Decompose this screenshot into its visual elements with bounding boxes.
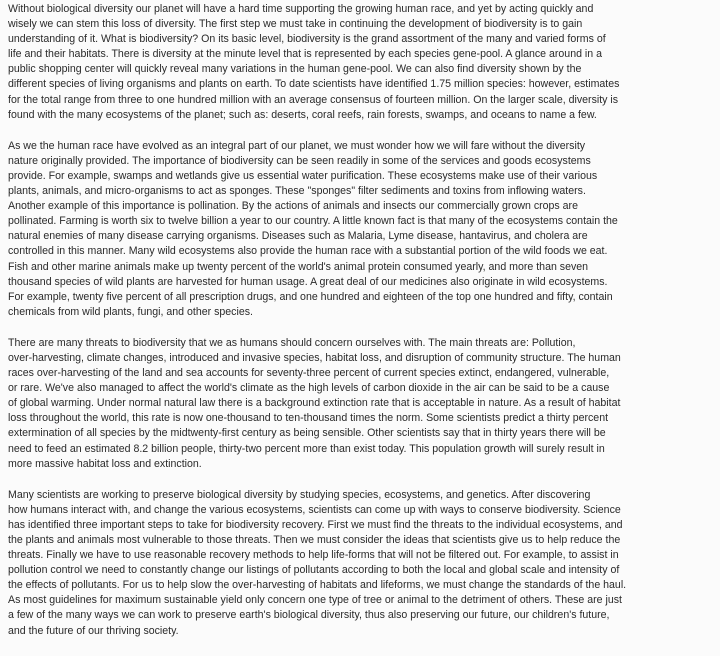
paragraph-conservation — [8, 488, 710, 639]
text-line: Without biological diversity our planet will have a hard time supporting the growing human race, and yet by acting quickly and — [8, 3, 594, 15]
text-line: or rare. We've also managed to affect the world's climate as the high levels of carbon dioxide in the air can be said to be a cause — [8, 382, 610, 395]
text-line: how humans interact with, and change the various ecosystems, scientists can come up with ways to conserve biodiversity. Science — [8, 503, 621, 516]
text-line: threats. Finally we have to use reasonable recovery methods to help life-forms that will not be filtered out. For example, to assist in — [8, 549, 619, 562]
text-line: different species of living organisms and plants on earth. To date scientists have identified 1.75 million species: however, estimates — [8, 78, 620, 91]
text-line: the plants and animals most vulnerable to those threats. Then we must consider the ideas that scientists give us to help reduce the — [8, 534, 621, 546]
text-line: chemicals from wild plants, fungi, and other species. — [8, 305, 253, 318]
paragraph-intro — [8, 2, 710, 123]
text-line: life and their habitats. There is diversity at the minute level that is represented by each species gene-pool. A glance around in a — [8, 48, 602, 61]
text-line: controlled in this manner. Many wild ecosystems also provide the human race with a substantial portion of the wild foods we eat. — [8, 245, 608, 258]
text-line: more massive habitat loss and extinction. — [8, 457, 202, 470]
text-line: races over-harvesting of the land and sea accounts for seventy-three percent of current species extinct, endangered, vulnerable, — [8, 367, 610, 380]
text-line: As most guidelines for maximum sustainable yield only concern one type of tree or animal to the detriment of others. These are just — [8, 594, 622, 607]
text-line: pollinated. Farming is worth six to twelve billion a year to our country. A little known fact is that many of the ecosystems contain the — [8, 215, 618, 228]
text-line: Fish and other marine animals make up twenty percent of the world's animal protein consumed yearly, and more than seven — [8, 260, 589, 273]
text-line: of global warming. Under normal natural law there is a background extinction rate that is acceptable in nature. As a result of habitat — [8, 397, 621, 410]
text-line: understanding of it. What is biodiversity? On its basic level, biodiversity is the grand assortment of the many and varied forms of — [8, 33, 606, 46]
paragraph-threats — [8, 336, 710, 472]
text-line: As we the human race have evolved as an integral part of our planet, we must wonder how we will fare without the diversity — [8, 139, 586, 152]
text-line: plants, animals, and micro-organisms to act as sponges. These "sponges" filter sediments and toxins from inflowing waters. — [8, 185, 586, 198]
text-line: wisely we can stem this loss of diversity. The first step we must take in continuing the development of biodiversity is to gain — [8, 18, 583, 31]
text-line: loss throughout the world, this rate is now one-thousand to ten-thousand times the norm. Some scientists predict a thirty percent — [8, 412, 609, 425]
text-line: nature originally provided. The importance of biodiversity can be seen readily in some of the services and goods ecosystems — [8, 154, 591, 167]
text-line: over-harvesting, climate changes, introduced and invasive species, habitat loss, and disruption of community structure. The human — [8, 351, 621, 364]
text-line: the effects of pollutants. For us to help slow the over-harvesting of habitats and lifeforms, we must change the standards of the haul. — [8, 579, 627, 592]
text-line: thousand species of wild plants are harvested for human usage. A great deal of our medicines also originate in wild ecosystems. — [8, 275, 608, 288]
text-line: There are many threats to biodiversity that we as humans should concern ourselves with. The main threats are: Pollution, — [8, 336, 576, 349]
text-line: and the future of our thriving society. — [8, 624, 179, 637]
text-line: Many scientists are working to preserve biological diversity by studying species, ecosystems, and genetics. After discovering — [8, 488, 591, 501]
text-line: extermination of all species by the midtwenty-first century as being sensible. Other scientists say that in thirty years there will be — [8, 427, 606, 440]
text-line: for the total range from three to one hundred million with an average consensus of fourteen million. On the larger scale, diversity is — [8, 93, 619, 106]
text-line: provide. For example, swamps and wetlands give us essential water purification. These ecosystems make use of their various — [8, 169, 598, 182]
text-line: public shopping center will quickly reveal many variations in the human gene-pool. We can also find diversity shown by the — [8, 63, 582, 76]
text-line: pollution control we need to constantly change our listings of pollutants according to both the local and global scale and intensity of — [8, 564, 620, 577]
paragraph-importance — [8, 139, 710, 320]
text-line: For example, twenty five percent of all prescription drugs, and one hundred and eighteen of the top one hundred and fifty, contain — [8, 290, 613, 303]
text-line: a few of the many ways we can work to preserve earth's biological diversity, thus also preserving our future, our children's future, — [8, 609, 610, 622]
text-line: natural enemies of many disease carrying organisms. Diseases such as Malaria, Lyme disease, hantavirus, and cholera are — [8, 230, 588, 243]
text-line: Another example of this importance is pollination. By the actions of animals and insects our commercially grown crops are — [8, 200, 578, 213]
text-line: has identified three important steps to take for biodiversity recovery. First we must find the threats to the individual ecosystems, and — [8, 518, 623, 531]
text-line: need to feed an estimated 8.2 billion people, thirty-two percent more than exist today. This population growth will surely result in — [8, 442, 605, 455]
text-line: found with the many ecosystems of the planet; such as: deserts, coral reefs, rain forests, swamps, and oceans to name a few. — [8, 108, 597, 121]
